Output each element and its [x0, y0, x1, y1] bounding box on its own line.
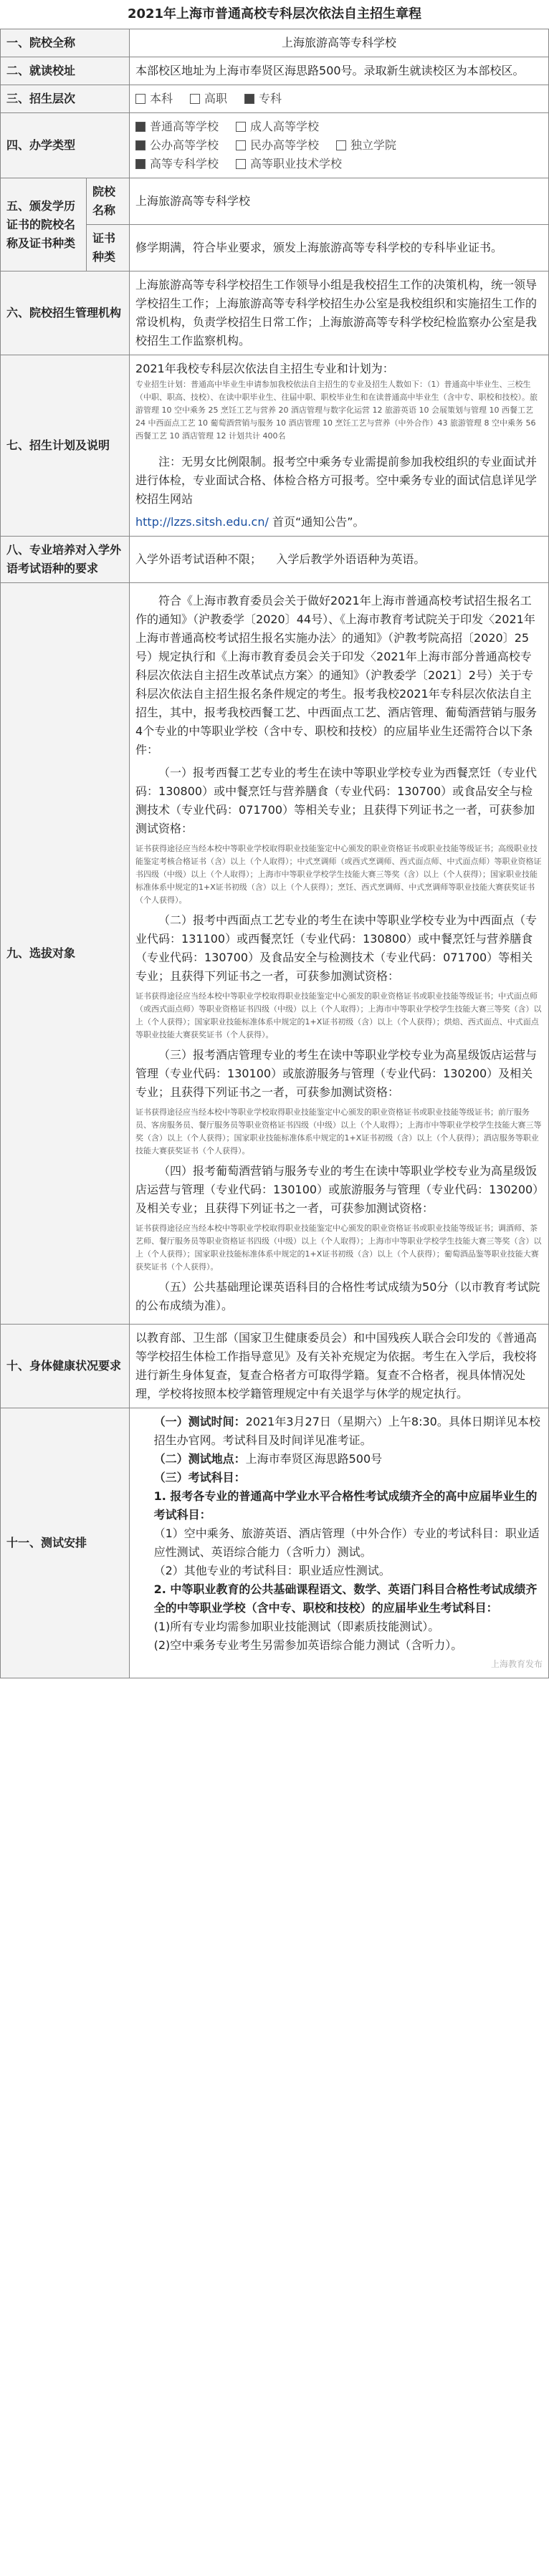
label-level: 三、招生层次	[1, 85, 130, 113]
test-place-label: （二）测试地点：	[153, 1452, 246, 1466]
checkbox-icon	[190, 94, 200, 104]
row-org	[1, 271, 549, 355]
checkbox-icon	[236, 122, 246, 132]
value-type	[130, 113, 549, 178]
label-diploma-school: 院校名称	[87, 178, 130, 225]
lang-teaching: 入学后教学外语语种为英语。	[276, 552, 426, 566]
option-public-college: 公办高等学校	[135, 136, 219, 155]
document-title: 2021年上海市普通高校专科层次依法自主招生章程	[127, 6, 422, 21]
target-sub3: （三）报考酒店管理专业的考生在读中等职业学校专业为高星级饭店运营与管理（专业代码：130100）或旅游服务与管理（专业代码：130200）及相关专业；且获得下列证书之一者，可获参加测试资格：	[135, 1048, 538, 1099]
checkbox-checked-icon	[135, 122, 145, 132]
watermark: 上海教育发布	[490, 1659, 543, 1669]
row-address	[1, 57, 549, 85]
value-diploma-school: 上海旅游高等专科学校	[130, 178, 549, 225]
test-time-label: （一）测试时间：	[153, 1415, 246, 1428]
target-sub3-detail: 证书获得途径应当经本校中等职业学校取得职业技能鉴定中心颁发的职业资格证书或职业技能等级证书；前厅服务员、客房服务员、餐厅服务员等职业资格证书四级（中级）以上（个人取得）；上海市中等职业学校学生技能大赛三等奖（含）以上（个人获得）；国家职业技能标准体系中规定的1+X证书初级（含）以上（个人获得）；酒店服务等职业技能大赛获奖证书（个人获得）。	[135, 1107, 542, 1155]
label-org: 六、院校招生管理机构	[1, 271, 130, 355]
target-sub4-detail: 证书获得途径应当经本校中等职业学校取得职业技能鉴定中心颁发的职业资格证书或职业技能等级证书；调酒师、茶艺师、餐厅服务员等职业资格证书四级（中级）以上（个人取得）；上海市中等职业学校学生技能大赛三等奖（含）以上（个人获得）；国家职业技能标准体系中规定的1+X证书初级（含）以上（个人获得）；葡萄酒品鉴等职业技能大赛获奖证书（个人获得）。	[135, 1224, 542, 1272]
checkbox-checked-icon	[135, 159, 145, 169]
option-junior-college-school: 高等专科学校	[135, 155, 219, 173]
label-test: 十一、测试安排	[1, 1408, 130, 1678]
test-subject-label: （三）考试科目：	[153, 1471, 246, 1484]
checkbox-icon	[236, 159, 246, 169]
row-plan	[1, 355, 549, 537]
label-type: 四、办学类型	[1, 113, 130, 178]
row-level	[1, 85, 549, 113]
row-lang	[1, 537, 549, 583]
checkbox-icon	[135, 94, 145, 104]
value-health: 以教育部、卫生部（国家卫生健康委员会）和中国残疾人联合会印发的《普通高等学校招生体检工作指导意见》及有关补充规定为依据。考生在入学后，我校将进行新生身体复查，复查合格者方可取得学籍。复查不合格者，视具体情况处理，学校将按照本校学籍管理规定中有关退学与休学的规定执行。	[130, 1325, 549, 1408]
test-s2-1: (1)所有专业均需参加职业技能测试（即素质技能测试）。	[153, 1620, 440, 1633]
label-target: 九、选拔对象	[1, 583, 130, 1325]
test-s1-title: 1. 报考各专业的普通高中学业水平合格性考试成绩齐全的高中应届毕业生的考试科目：	[153, 1489, 538, 1522]
plan-note: 注：无男女比例限制。报考空中乘务专业需提前参加我校组织的专业面试并进行体检，专业面试合格、体检合格方可报考。空中乘务专业的面试信息详见学校招生网站	[135, 455, 538, 506]
test-s2-title: 2. 中等职业教育的公共基础课程语文、数学、英语门科目合格性考试成绩齐全的中等职业学校（含中专、职校和技校）的应届毕业生考试科目：	[153, 1582, 538, 1615]
label-plan: 七、招生计划及说明	[1, 355, 130, 537]
row-target	[1, 583, 549, 1325]
row-test	[1, 1408, 549, 1678]
option-regular-college: 普通高等学校	[135, 117, 219, 136]
option-independent-college: 独立学院	[336, 136, 396, 155]
admission-regulation-table	[0, 29, 549, 1678]
row-type	[1, 113, 549, 178]
label-address: 二、就读校址	[1, 57, 130, 85]
target-sub2: （二）报考中西面点工艺专业的考生在读中等职业学校专业为中西面点（专业代码：131100）或西餐烹饪（专业代码：130800）或中餐烹饪与营养膳食（专业代码：130700）及食品安全与检测技术（专业代码：071700）等相关专业；且获得下列证书之一者，可获参加测试资格：	[135, 913, 538, 983]
option-adult-college: 成人高等学校	[236, 117, 319, 136]
plan-link-suffix: 首页“通知公告”。	[272, 515, 365, 529]
label-school: 一、院校全称	[1, 29, 130, 57]
label-diploma: 五、颁发学历证书的院校名称及证书种类	[1, 178, 87, 271]
option-undergraduate: 本科	[135, 90, 173, 108]
label-lang: 八、专业培养对入学外语考试语种的要求	[1, 537, 130, 583]
value-target	[130, 583, 549, 1325]
value-level	[130, 85, 549, 113]
checkbox-icon	[336, 140, 346, 150]
option-junior-college: 专科	[244, 90, 282, 108]
test-time: 2021年3月27日（星期六）上午8:30。具体日期详见本校招生办官网。考试科目及时间详见准考证。	[153, 1415, 540, 1447]
checkbox-icon	[236, 140, 246, 150]
target-sub4: （四）报考葡萄酒营销与服务专业的考生在读中等职业学校专业为高星级饭店运营与管理（专业代码：130100）或旅游服务与管理（专业代码：130200）及相关专业；且获得下列证书之一者，可获参加测试资格：	[135, 1164, 539, 1215]
checkbox-checked-icon	[135, 140, 145, 150]
plan-link[interactable]: http://lzzs.sitsh.edu.cn/	[135, 515, 269, 529]
plan-intro: 2021年我校专科层次依法自主招生专业和计划为：	[135, 362, 394, 375]
plan-detail: 专业招生计划：普通高中毕业生申请参加我校依法自主招生的专业及招生人数如下：（1）普通高中毕业生、三校生（中职、职高、技校）、在读中职毕业生、往届中职、职校毕业生和在读普通高中毕业生（含中专、职校和技校）。旅游管理 10 空中乘务 25 烹饪工艺与营养 20 酒店管理与数字化运营 12 旅游英语 10 会展策划与管理 10 西餐工艺 24 中西面点工艺 10 葡萄酒营销与服务 10 酒店管理 10 烹饪工艺与营养（中外合作）43 旅游管理 8 空中乘务 56 西餐工艺 10 酒店管理 12 计划共计 400名	[135, 380, 538, 441]
value-org: 上海旅游高等专科学校招生工作领导小组是我校招生工作的决策机构，统一领导学校招生工作；上海旅游高等专科学校招生办公室是我校组织和实施招生工作的常设机构，负责学校招生日常工作；上海旅游高等专科学校纪检监察办公室是我校招生工作监察机构。	[130, 271, 549, 355]
value-test	[130, 1408, 549, 1678]
label-diploma-cert: 证书种类	[87, 225, 130, 271]
option-vocational-tech-school: 高等职业技术学校	[236, 155, 342, 173]
value-diploma-cert: 修学期满，符合毕业要求，颁发上海旅游高等专科学校的专科毕业证书。	[130, 225, 549, 271]
row-school	[1, 29, 549, 57]
value-school: 上海旅游高等专科学校	[130, 29, 549, 57]
target-sub5: （五）公共基础理论课英语科目的合格性考试成绩为50分（以市教育考试院的公布成绩为准）。	[135, 1280, 540, 1312]
checkbox-checked-icon	[244, 94, 254, 104]
lang-exam: 入学外语考试语种不限；	[135, 552, 262, 566]
test-s1-2: （2）其他专业的考试科目：职业适应性测试。	[153, 1564, 391, 1577]
target-sub1-detail: 证书获得途径应当经本校中等职业学校取得职业技能鉴定中心颁发的职业资格证书或职业技能等级证书；高级职业技能鉴定考核合格证书（含）以上（个人取得）；中式烹调师（或西式烹调师、西式面点师、中式面点师）等职业资格证书四级（中级）以上（个人取得）；上海市中等职业学校学生技能大赛三等奖（含）以上（个人获得）；国家职业技能标准体系中规定的1+X证书初级（含）以上（个人获得）；烹饪、西式烹调师、中式烹调师等职业技能大赛获奖证书（个人获得）。	[135, 844, 542, 905]
target-sub1: （一）报考西餐工艺专业的考生在读中等职业学校专业为西餐烹饪（专业代码：130800）或中餐烹饪与营养膳食（专业代码：130700）或食品安全与检测技术（专业代码：071700）等相关专业；且获得下列证书之一者，可获参加测试资格：	[135, 766, 538, 835]
test-place: 上海市奉贤区海思路500号	[245, 1452, 383, 1466]
target-sub2-detail: 证书获得途径应当经本校中等职业学校取得职业技能鉴定中心颁发的职业资格证书或职业技能等级证书；中式面点师（或西式面点师）等职业资格证书四级（中级）以上（个人取得）；上海市中等职业学校学生技能大赛三等奖（含）以上（个人获得）；国家职业技能标准体系中规定的1+X证书初级（含）以上（个人获得）；烘焙、西式面点、中式面点等职业技能大赛获奖证书（个人获得）。	[135, 991, 542, 1039]
value-address: 本部校区地址为上海市奉贤区海思路500号。录取新生就读校区为本部校区。	[130, 57, 549, 85]
test-s1-1: （1）空中乘务、旅游英语、酒店管理（中外合作）专业的考试科目：职业适应性测试、英语综合能力（含听力）测试。	[153, 1527, 540, 1559]
value-lang	[130, 537, 549, 583]
value-plan	[130, 355, 549, 537]
row-health	[1, 1325, 549, 1408]
target-intro: 符合《上海市教育委员会关于做好2021年上海市普通高校考试招生报名工作的通知》（沪教委学〔2020〕44号）、《上海市教育考试院关于印发〈2021年上海市普通高校考试招生报名实施办法〉的通知》（沪教考院高招〔2020〕25号）规定执行和《上海市教育委员会关于印发〈2021年上海市部分普通高校专科层次依法自主招生改革试点方案〉的通知》（沪教委学〔2021〕2号）关于专科层次依法自主招生报名条件规定的考生。报考我校2021年专科层次依法自主招生，其中，报考我校西餐工艺、中西面点工艺、酒店管理、葡萄酒营销与服务4个专业的中等职业学校（含中专、职校和技校）的应届毕业生还需符合以下条件：	[135, 594, 538, 756]
test-s2-2: (2)空中乘务专业考生另需参加英语综合能力测试（含听力）。	[153, 1638, 463, 1652]
option-private-college: 民办高等学校	[236, 136, 319, 155]
row-diploma-name	[1, 178, 549, 225]
option-vocational: 高职	[190, 90, 227, 108]
label-health: 十、身体健康状况要求	[1, 1325, 130, 1408]
